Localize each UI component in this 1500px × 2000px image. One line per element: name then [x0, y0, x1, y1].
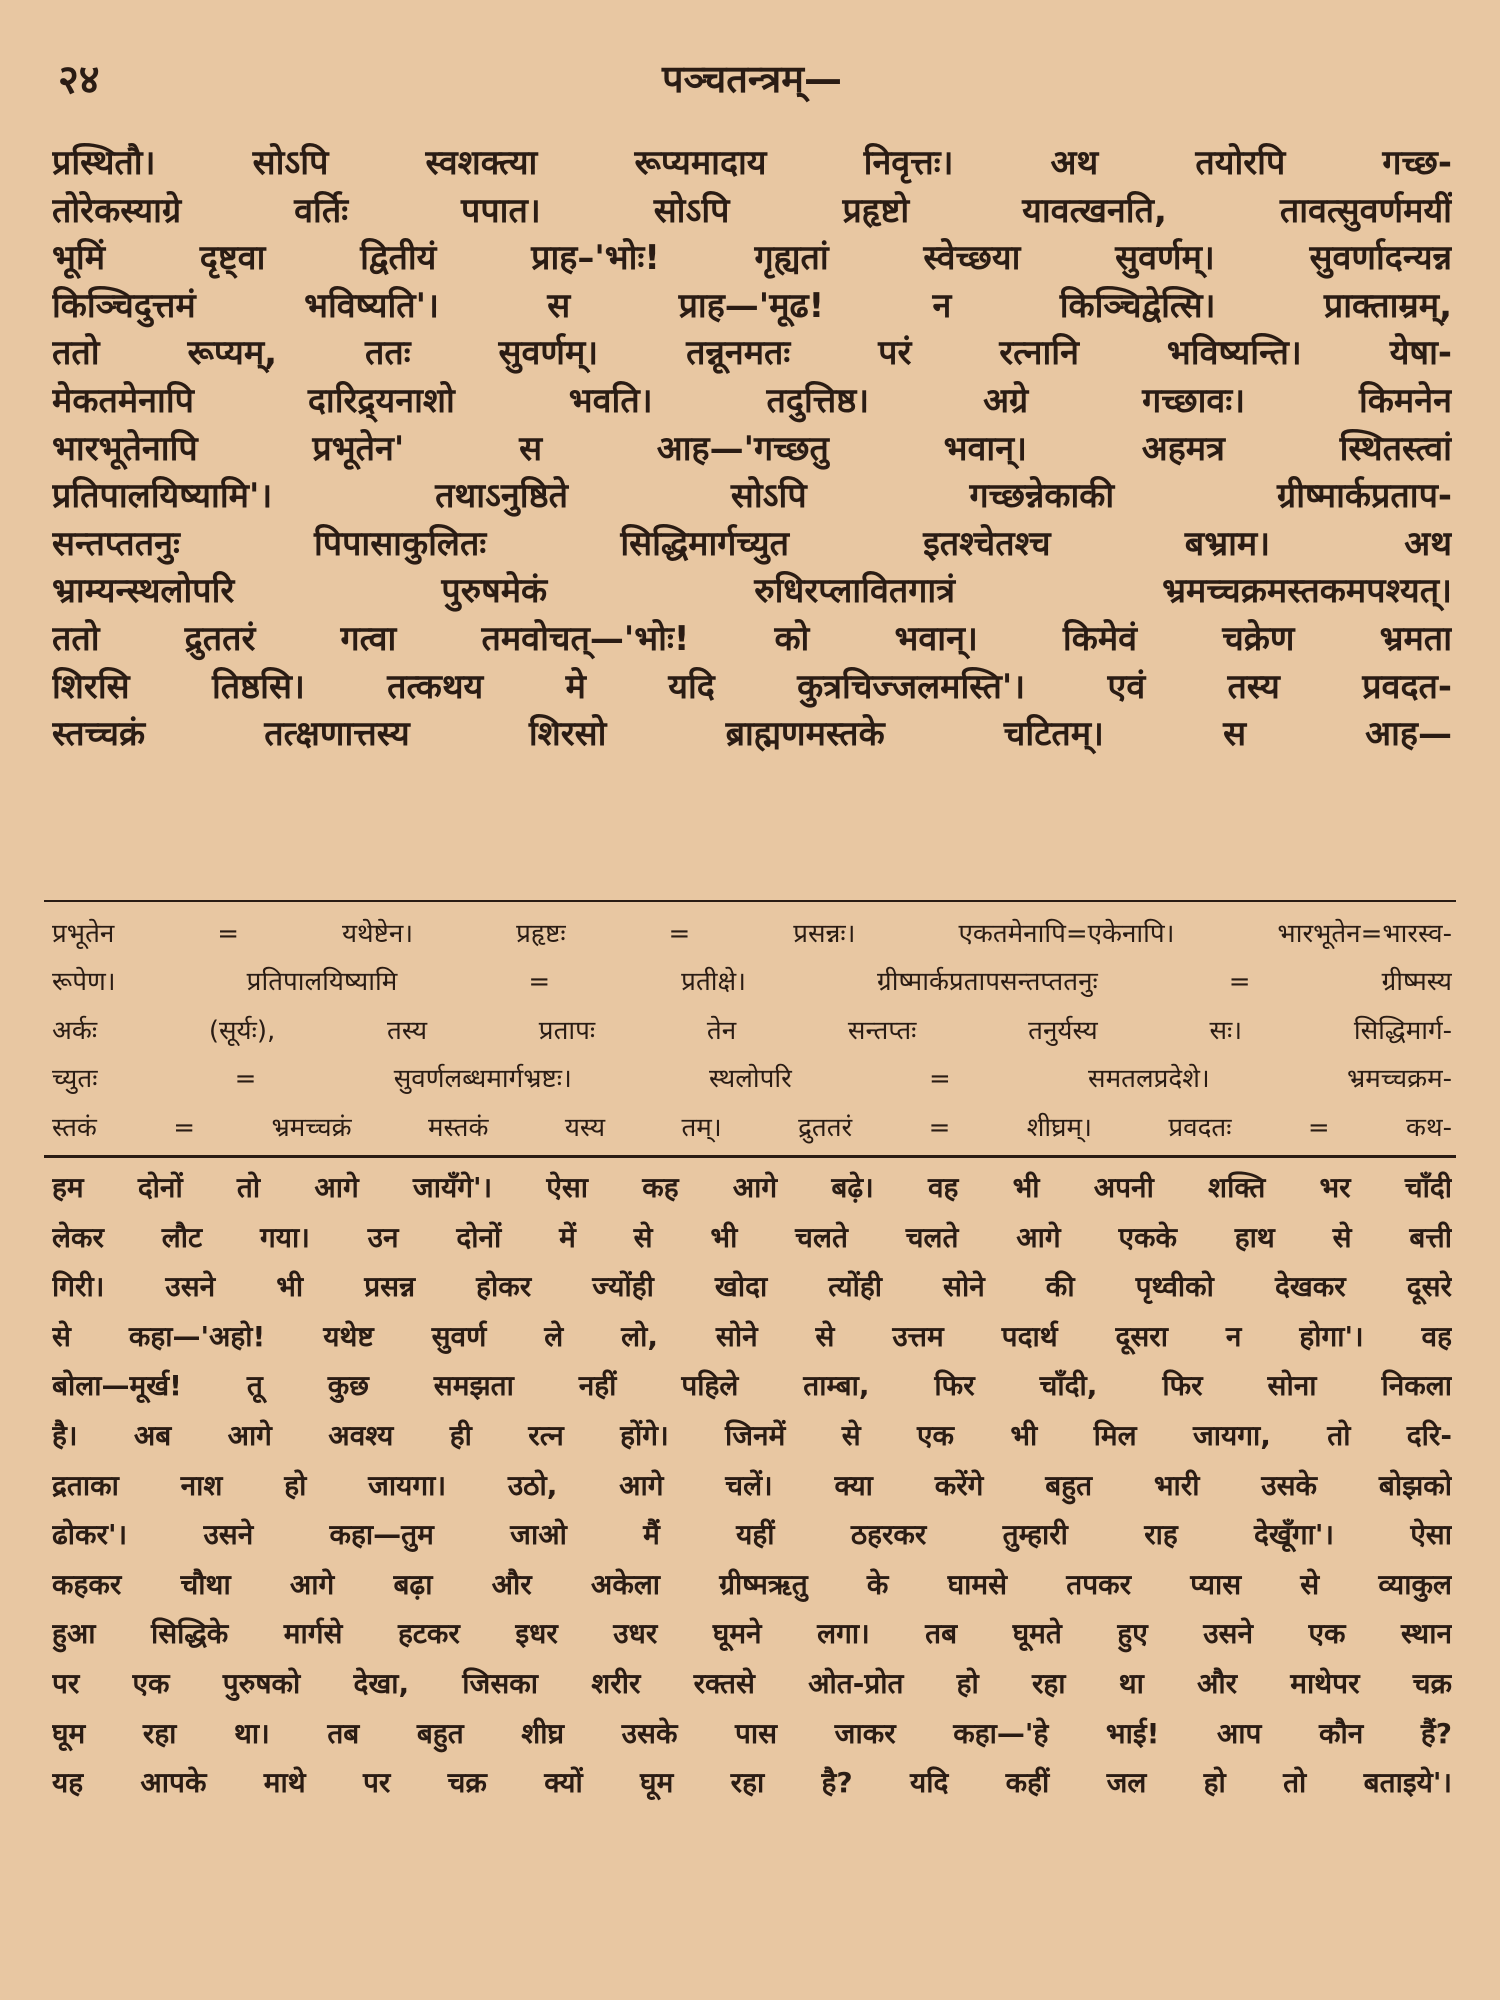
hindi-line: है। अब आगे अवश्य ही रत्न होंगे। जिनमें से एक भी मिल जायगा, तो दरि-: [52, 1418, 1452, 1452]
gloss-line: प्रभूतेन = यथेष्टेन। प्रहृष्टः = प्रसन्नः। एकतमेनापि=एकेनापि। भारभूतेन=भारस्व-: [52, 919, 1452, 949]
hindi-translation: [52, 1163, 1452, 1808]
sanskrit-line: तोरेकस्याग्रे वर्तिः पपात। सोऽपि प्रहृष्टो यावत्खनति, तावत्सुवर्णमयीं: [52, 190, 1452, 231]
hindi-line: लेकर लौट गया। उन दोनों में से भी चलते चलते आगे एकके हाथ से बत्ती: [52, 1220, 1452, 1254]
hindi-line: यह आपके माथे पर चक्र क्यों घूम रहा है? यदि कहीं जल हो तो बताइये'।: [52, 1766, 1452, 1800]
sanskrit-line: सन्तप्ततनुः पिपासाकुलितः सिद्धिमार्गच्युत इतश्चेतश्च बभ्राम। अथ: [52, 523, 1452, 564]
hindi-line: गिरी। उसने भी प्रसन्न होकर ज्योंही खोदा त्योंही सोने की पृथ्वीको देखकर दूसरे: [52, 1270, 1452, 1304]
gloss-notes: [52, 910, 1452, 1152]
sanskrit-line: स्तच्चक्रं तत्क्षणात्तस्य शिरसो ब्राह्मणमस्तके चटितम्। स आह—: [52, 714, 1452, 755]
page-number: २४: [58, 57, 100, 103]
hindi-line: से कहा—'अहो! यथेष्ट सुवर्ण ले लो, सोने से उत्तम पदार्थ दूसरा न होगा'। वह: [52, 1319, 1452, 1353]
gloss-line: अर्कः (सूर्यः), तस्य प्रतापः तेन सन्तप्तः तनुर्यस्य सः। सिद्धिमार्ग-: [52, 1015, 1452, 1046]
sanskrit-line: किञ्चिदुत्तमं भविष्यति'। स प्राह—'मूढ! न किञ्चिद्वेत्सि। प्राक्ताम्रम्,: [52, 285, 1452, 326]
hindi-line: पर एक पुरुषको देखा, जिसका शरीर रक्तसे ओत-प्रोत हो रहा था और माथेपर चक्र: [52, 1666, 1452, 1700]
sanskrit-line: मेकतमेनापि दारिद्र्यनाशो भवति। तदुत्तिष्ठ। अग्रे गच्छावः। किमनेन: [52, 380, 1452, 421]
hindi-line: हम दोनों तो आगे जायँगे'। ऐसा कह आगे बढ़े। वह भी अपनी शक्ति भर चाँदी: [52, 1171, 1452, 1204]
hindi-line: बोला—मूर्ख! तू कुछ समझता नहीं पहिले ताम्बा, फिर चाँदी, फिर सोना निकला: [52, 1369, 1452, 1403]
sanskrit-line: ततो द्रुततरं गत्वा तमवोचत्—'भोः! को भवान्। किमेवं चक्रेण भ्रमता: [52, 618, 1452, 659]
hindi-line: घूम रहा था। तब बहुत शीघ्र उसके पास जाकर कहा—'हे भाई! आप कौन हैं?: [52, 1716, 1452, 1750]
sanskrit-line: प्रस्थितौ। सोऽपि स्वशक्त्या रूप्यमादाय निवृत्तः। अथ तयोरपि गच्छ-: [52, 143, 1452, 183]
sanskrit-line: ततो रूप्यम्, ततः सुवर्णम्। तन्नूनमतः परं रत्नानि भविष्यन्ति। येषा-: [52, 333, 1452, 374]
hindi-line: ढोकर'। उसने कहा—तुम जाओ मैं यहीं ठहरकर तुम्हारी राह देखूँगा'। ऐसा: [52, 1518, 1452, 1552]
running-title: पञ्चतन्त्रम्—: [662, 57, 842, 101]
gloss-line: च्युतः = सुवर्णलब्धमार्गभ्रष्टः। स्थलोपरि = समतलप्रदेशे। भ्रमच्चक्रम-: [52, 1064, 1452, 1095]
sanskrit-line: भ्राम्यन्स्थलोपरि पुरुषमेकं रुधिरप्लावितगात्रं भ्रमच्चक्रमस्तकमपश्यत्।: [52, 571, 1452, 612]
hindi-line: द्रताका नाश हो जायगा। उठो, आगे चलें। क्या करेंगे बहुत भारी उसके बोझको: [52, 1468, 1452, 1502]
gloss-top-divider: [44, 900, 1456, 902]
gloss-line: रूपेण। प्रतिपालयिष्यामि = प्रतीक्षे। ग्रीष्मार्कप्रतापसन्तप्ततनुः = ग्रीष्मस्य: [52, 967, 1452, 998]
sanskrit-line: प्रतिपालयिष्यामि'। तथाऽनुष्ठिते सोऽपि गच्छन्नेकाकी ग्रीष्मार्कप्रताप-: [52, 476, 1452, 517]
sanskrit-line: शिरसि तिष्ठसि। तत्कथय मे यदि कुत्रचिज्जलमस्ति'। एवं तस्य प्रवदत-: [52, 666, 1452, 707]
sanskrit-text: [52, 140, 1452, 759]
hindi-line: हुआ सिद्धिके मार्गसे हटकर इधर उधर घूमने लगा। तब घूमते हुए उसने एक स्थान: [52, 1617, 1452, 1651]
hindi-line: कहकर चौथा आगे बढ़ा और अकेला ग्रीष्मऋतु के घामसे तपकर प्यास से व्याकुल: [52, 1567, 1452, 1601]
translation-divider: [44, 1155, 1456, 1158]
page-header: [52, 50, 1452, 110]
gloss-line: स्तकं = भ्रमच्चक्रं मस्तकं यस्य तम्। द्रुततरं = शीघ्रम्। प्रवदतः = कथ-: [52, 1112, 1452, 1143]
sanskrit-line: भूमिं दृष्ट्वा द्वितीयं प्राह–'भोः! गृह्यतां स्वेच्छया सुवर्णम्। सुवर्णादन्यन्न: [52, 238, 1452, 279]
sanskrit-line: भारभूतेनापि प्रभूतेन' स आह—'गच्छतु भवान्। अहमत्र स्थितस्त्वां: [52, 428, 1452, 469]
